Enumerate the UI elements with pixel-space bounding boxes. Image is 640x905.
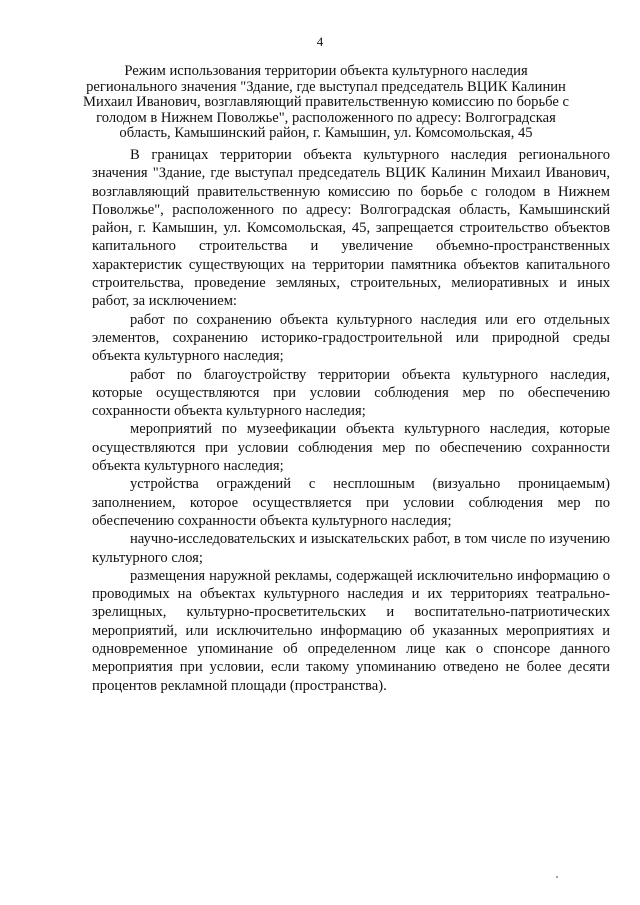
page-number: 4 <box>316 34 324 49</box>
exception-item: размещения наружной рекламы, содержащей исключительно информацию о проводимых на объектах культурного наследия и их территориях театрально-зрелищных, культурно-просветительских и воспитательно-патриотических мероприятий, или исключительно информацию об указанных мероприятиях и одновременное упоминание об определенном лице как о спонсоре данного мероприятия при условии, если такому упоминанию отведено не более десяти процентов рекламной площади (пространства). <box>92 567 610 694</box>
exception-item: научно-исследовательских и изыскательских работ, в том числе по изучению культурного слоя; <box>92 531 610 566</box>
scan-dot <box>556 876 558 878</box>
document-heading: Режим использования территории объекта культурного наследия регионального значения "Здание, где выступал председатель ВЦИК Калинин Михаил Иванович, возглавляющий правительственную комиссию по борьбе с голодом в Нижнем Поволжье", расположенного по адресу: Волгоградская область, Камышинский район, г. Камышин, ул. Комсомольская, 45 <box>83 63 569 142</box>
exception-item: работ по благоустройству территории объекта культурного наследия, которые осуществляются при условии соблюдения мер по обеспечению сохранности объекта культурного наследия; <box>92 366 610 420</box>
document-body <box>92 146 610 695</box>
exception-item: работ по сохранению объекта культурного наследия или его отдельных элементов, сохранению историко-градостроительной или природной среды объекта культурного наследия; <box>92 311 610 365</box>
exception-item: устройства ограждений с несплошным (визуально проницаемым) заполнением, которое осуществляется при условии соблюдения мер по обеспечению сохранности объекта культурного наследия; <box>92 476 610 529</box>
intro-paragraph: В границах территории объекта культурного наследия регионального значения "Здание, где выступал председатель ВЦИК Калинин Михаил Иванович, возглавляющий правительственную комиссию по борьбе с голодом в Нижнем Поволжье", расположенного по адресу: Волгоградская область, Камышинский район, г. Камышин, ул. Комсомольская, 45, запрещается строительство объектов капитального строительства и увеличение объемно-пространственных характеристик существующих на территории памятника объектов капитального строительства, проведение земляных, строительных, мелиоративных и иных работ, за исключением: <box>92 147 610 310</box>
exception-item: мероприятий по музеефикации объекта культурного наследия, которые осуществляются при условии соблюдения мер по обеспечению сохранности объекта культурного наследия; <box>92 421 610 475</box>
